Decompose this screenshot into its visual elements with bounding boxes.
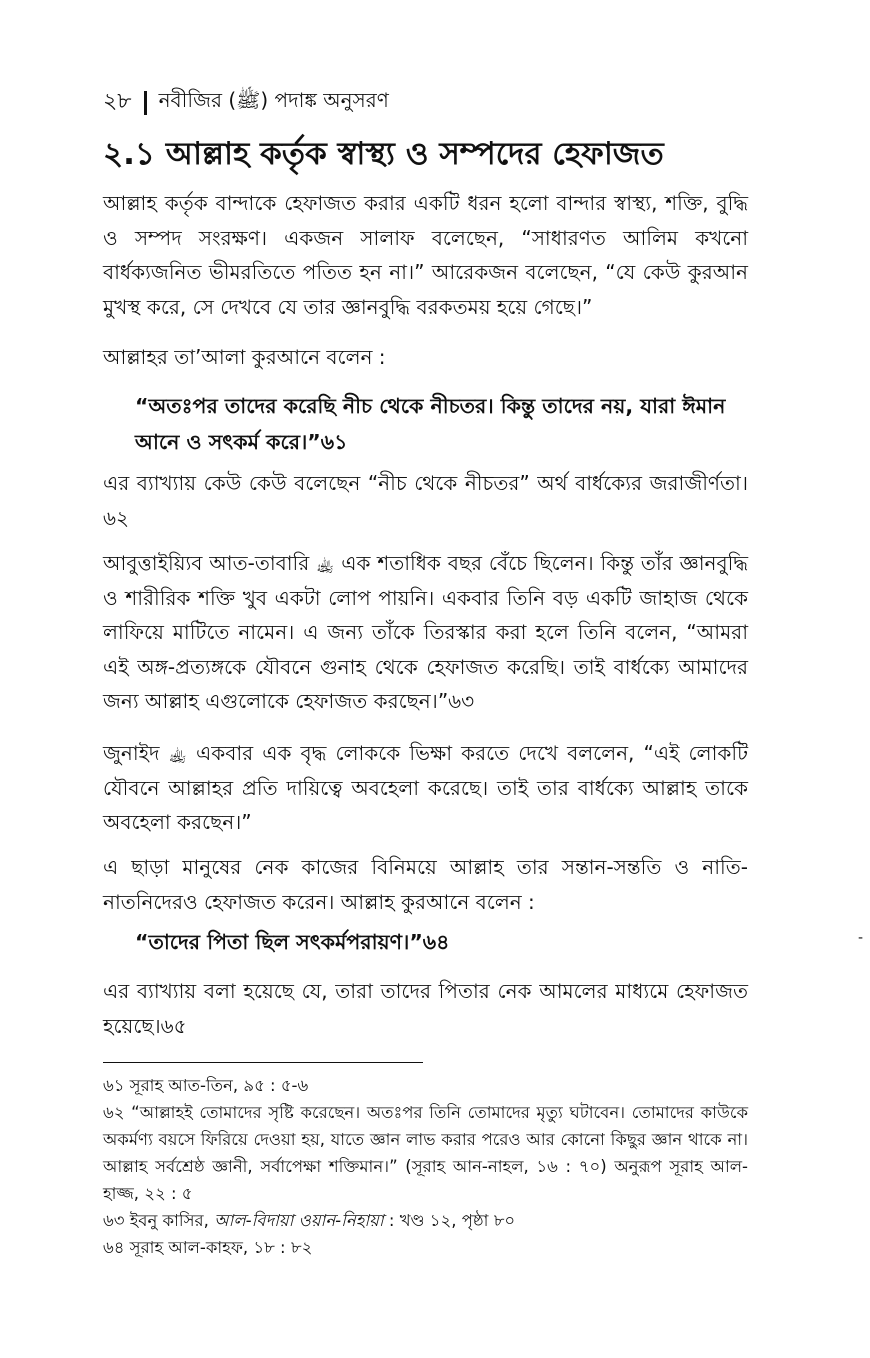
paragraph-quran-lead: আল্লাহর তা’আলা কুরআনে বলেন : [103, 345, 386, 369]
footnote-62: ৬২ “আল্লাহই তোমাদের সৃষ্টি করেছেন। অতঃপর তিনি তোমাদের মৃত্যু ঘটাবেন। তোমাদের কাউকে অকর্মণ্য বয়সে ফিরিয়ে দেওয়া হয়, যাতে জ্ঞান লাভ করার পরেও আর কোনো কিছুর জ্ঞান থাকে না। আল্লাহ সর্বশ্রেষ্ঠ জ্ঞানী, সর্বাপেক্ষা শক্তিমান।” (সূরাহ আন-নাহল, ১৬ : ৭০) অনুরূপ সূরাহ আল-হাজ্জ, ২২ : ৫ [103, 1103, 748, 1203]
footnote-rule [103, 1062, 423, 1063]
paragraph-tabari: আবুত্তাইয়্যিব আত-তাবারি ﵀ এক শতাধিক বছর বেঁচে ছিলেন। কিন্তু তাঁর জ্ঞানবুদ্ধি ও শারীরিক শক্তি খুব একটা লোপ পায়নি। একবার তিনি বড় একটি জাহাজ থেকে লাফিয়ে মাটিতে নামেন। এ জন্য তাঁকে তিরস্কার করা হলে তিনি বলেন, “আমরা এই অঙ্গ-প্রত্যঙ্গকে যৌবনে গুনাহ থেকে হেফাজত করেছি। তাই বার্ধক্যে আমাদের জন্য আল্লাহ এগুলোকে হেফাজত করছেন।”৬৩ [103, 551, 748, 713]
paragraph-descendants: এ ছাড়া মানুষের নেক কাজের বিনিময়ে আল্লাহ তার সন্তান-সন্ততি ও নাতি-নাতনিদেরও হেফাজত করেন। আল্লাহ কুরআনে বলেন : [103, 855, 748, 914]
paragraph-parents: এর ব্যাখ্যায় বলা হয়েছে যে, তারা তাদের পিতার নেক আমলের মাধ্যমে হেফাজত হয়েছে।৬৫ [103, 979, 748, 1038]
paragraph-junaid: জুনাইদ ﵀ একবার এক বৃদ্ধ লোককে ভিক্ষা করতে দেখে বললেন, “এই লোকটি যৌবনে আল্লাহর প্রতি দায়িত্বে অবহেলা করেছে। তাই তার বার্ধক্যে আল্লাহ তাকে অবহেলা করছেন।” [103, 741, 748, 834]
running-title: নবীজির (ﷺ) পদাঙ্ক অনুসরণ [158, 88, 389, 112]
running-header [103, 84, 389, 121]
footnote-63-source: ৬৩ ইবনু কাসির, [103, 1211, 215, 1230]
header-divider [144, 91, 147, 115]
paragraph-intro: আল্লাহ কর্তৃক বান্দাকে হেফাজত করার একটি ধরন হলো বান্দার স্বাস্থ্য, শক্তি, বুদ্ধি ও সম্পদ সংরক্ষণ। একজন সালাফ বলেছেন, “সাধারণত আলিম কখনো বার্ধক্যজনিত ভীমরতিতে পতিত হন না।” আরেকজন বলেছেন, “যে কেউ কুরআন মুখস্থ করে, সে দেখবে যে তার জ্ঞানবুদ্ধি বরকতময় হয়ে গেছে।” [103, 191, 748, 319]
footnote-63-book-title: আল-বিদায়া ওয়ান-নিহায়া [214, 1211, 384, 1230]
footnote-64: ৬৪ সূরাহ আল-কাহফ, ১৮ : ৮২ [103, 1238, 313, 1257]
margin-mark: - [858, 930, 864, 946]
footnote-63 [103, 1207, 748, 1234]
quran-quote-1: “অতঃপর তাদের করেছি নীচ থেকে নীচতর। কিন্তু তাদের নয়, যারা ঈমান আনে ও সৎকর্ম করে।”৬১ [135, 394, 726, 454]
footnote-61: ৬১ সূরাহ আত-তিন, ৯৫ : ৫-৬ [103, 1076, 309, 1095]
section-title: ২.১ আল্লাহ কর্তৃক স্বাস্থ্য ও সম্পদের হেফাজত [103, 136, 664, 172]
footnote-63-reference: : খণ্ড ১২, পৃষ্ঠা ৮০ [383, 1211, 516, 1230]
page-number: ২৮ [103, 89, 132, 114]
paragraph-explanation: এর ব্যাখ্যায় কেউ কেউ বলেছেন “নীচ থেকে নীচতর” অর্থ বার্ধক্যের জরাজীর্ণতা।৬২ [103, 471, 748, 530]
quran-quote-2: “তাদের পিতা ছিল সৎকর্মপরায়ণ।”৬৪ [135, 930, 450, 954]
